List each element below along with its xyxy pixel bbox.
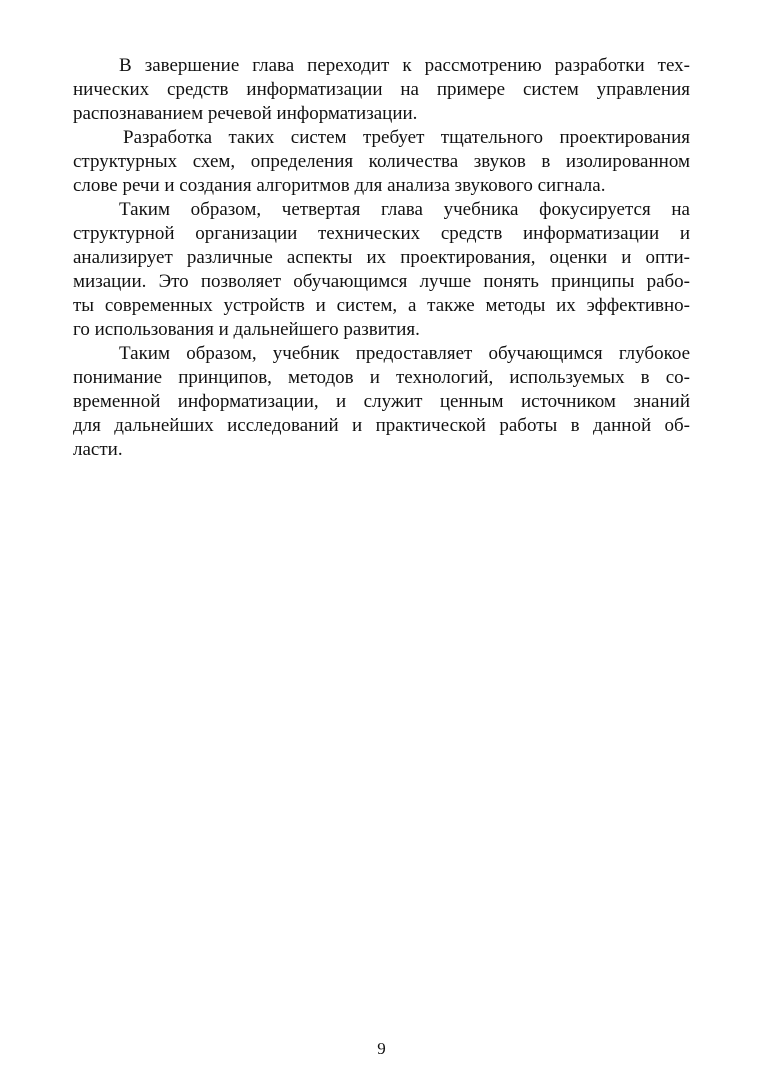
paragraph-line: Разработка таких систем требует тщательного проектирования bbox=[123, 127, 690, 148]
paragraph-line: временной информатизации, и служит ценным источником знаний bbox=[73, 391, 690, 412]
paragraph-line: Таким образом, четвертая глава учебника фокусируется на bbox=[119, 199, 690, 220]
paragraph-line: слове речи и создания алгоритмов для анализа звукового сигнала. bbox=[73, 175, 606, 196]
paragraph-line: структурных схем, определения количества звуков в изолированном bbox=[73, 151, 690, 172]
paragraph-conclusion-chapter bbox=[73, 54, 690, 126]
paragraph-textbook-summary bbox=[73, 342, 690, 462]
page-number: 9 bbox=[377, 1039, 386, 1058]
paragraph-system-development bbox=[73, 126, 690, 198]
body-text bbox=[73, 54, 690, 462]
paragraph-line: распознаванием речевой информатизации. bbox=[73, 103, 418, 124]
paragraph-line: структурной организации технических средств информатизации и bbox=[73, 223, 690, 244]
paragraph-line: ласти. bbox=[73, 439, 123, 460]
paragraph-line: Таким образом, учебник предоставляет обучающимся глубокое bbox=[119, 343, 690, 364]
paragraph-line: мизации. Это позволяет обучающимся лучше понять принципы рабо- bbox=[73, 271, 690, 292]
paragraph-line: для дальнейших исследований и практической работы в данной об- bbox=[73, 415, 690, 436]
paragraph-line: анализирует различные аспекты их проектирования, оценки и опти- bbox=[73, 247, 690, 268]
paragraph-chapter-four-summary bbox=[73, 198, 690, 342]
paragraph-line: го использования и дальнейшего развития. bbox=[73, 319, 420, 340]
paragraph-line: В завершение глава переходит к рассмотрению разработки тех- bbox=[119, 55, 690, 76]
paragraph-line: ты современных устройств и систем, а также методы их эффективно- bbox=[73, 295, 690, 316]
paragraph-line: понимание принципов, методов и технологий, используемых в со- bbox=[73, 367, 690, 388]
paragraph-line: нических средств информатизации на примере систем управления bbox=[73, 79, 690, 100]
